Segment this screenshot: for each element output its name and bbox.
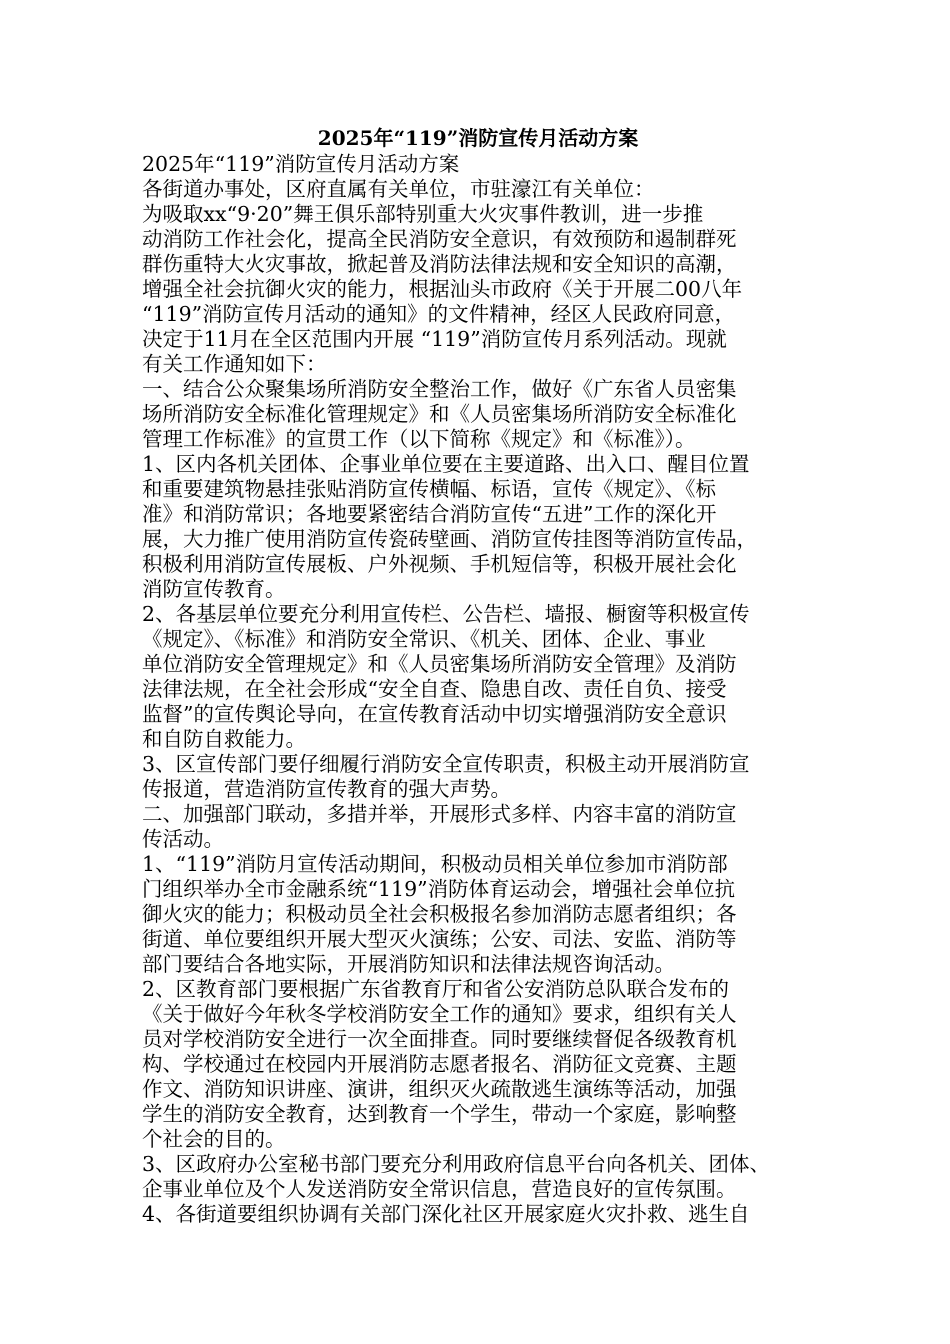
text-line: 展，大力推广使用消防宣传瓷砖壁画、消防宣传挂图等消防宣传品，: [142, 527, 757, 551]
document-body: [142, 152, 814, 1227]
text-line: 部门要结合各地实际，开展消防知识和法律法规咨询活动。: [142, 952, 675, 976]
text-line: 监督”的宣传舆论导向，在宣传教育活动中切实增强消防安全意识: [142, 702, 727, 726]
text-line: 《关于做好今年秋冬学校消防安全工作的通知》要求，组织有关人: [142, 1002, 737, 1026]
text-line: 4、各街道要组织协调有关部门深化社区开展家庭火灾扑救、逃生自: [142, 1202, 750, 1226]
text-line: 单位消防安全管理规定》和《人员密集场所消防安全管理》及消防: [142, 652, 737, 676]
text-line: 二、加强部门联动，多措并举，开展形式多样、内容丰富的消防宣: [142, 802, 737, 826]
text-line: 3、区政府办公室秘书部门要充分利用政府信息平台向各机关、团体、: [142, 1152, 771, 1176]
text-line: 场所消防安全标准化管理规定》和《人员密集场所消防安全标准化: [142, 402, 737, 426]
text-line: 动消防工作社会化，提高全民消防安全意识，有效预防和遏制群死: [142, 227, 737, 251]
text-line: 增强全社会抗御火灾的能力，根据汕头市政府《关于开展二00八年: [142, 277, 743, 301]
text-line: 学生的消防安全教育，达到教育一个学生，带动一个家庭，影响整: [142, 1102, 737, 1126]
text-line: 1、区内各机关团体、企事业单位要在主要道路、出入口、醒目位置: [142, 452, 750, 476]
text-line: 2、各基层单位要充分利用宣传栏、公告栏、墙报、橱窗等积极宣传: [142, 602, 750, 626]
text-line: 个社会的目的。: [142, 1127, 286, 1151]
text-line: 准》和消防常识；各地要紧密结合消防宣传“五进”工作的深化开: [142, 502, 717, 526]
document-page: [142, 124, 814, 1227]
text-line: 街道、单位要组织开展大型灭火演练；公安、司法、安监、消防等: [142, 927, 737, 951]
text-line: 各街道办事处，区府直属有关单位，市驻濠江有关单位：: [142, 177, 655, 201]
text-line: 作文、消防知识讲座、演讲，组织灭火疏散逃生演练等活动，加强: [142, 1077, 737, 1101]
text-line: 消防宣传教育。: [142, 577, 286, 601]
text-line: 和重要建筑物悬挂张贴消防宣传横幅、标语，宣传《规定》、《标: [142, 477, 716, 501]
text-line: 门组织举办全市金融系统“119”消防体育运动会，增强社会单位抗: [142, 877, 736, 901]
text-line: 和自防自救能力。: [142, 727, 306, 751]
text-line: 管理工作标准》的宣贯工作（以下简称《规定》和《标准》）。: [142, 427, 696, 451]
text-line: 2、区教育部门要根据广东省教育厅和省公安消防总队联合发布的: [142, 977, 730, 1001]
text-line: 御火灾的能力；积极动员全社会积极报名参加消防志愿者组织；各: [142, 902, 737, 926]
text-line: 员对学校消防安全进行一次全面排查。同时要继续督促各级教育机: [142, 1027, 737, 1051]
text-line: 构、学校通过在校园内开展消防志愿者报名、消防征文竞赛、主题: [142, 1052, 737, 1076]
text-line: 为吸取xx“9·20”舞王俱乐部特别重大火灾事件教训，进一步推: [142, 202, 704, 226]
text-line: 企事业单位及个人发送消防安全常识信息，营造良好的宣传氛围。: [142, 1177, 737, 1201]
text-line: 群伤重特大火灾事故，掀起普及消防法律法规和安全知识的高潮，: [142, 252, 737, 276]
text-line: “119”消防宣传月活动的通知》的文件精神，经区人民政府同意，: [142, 302, 736, 326]
text-line: 法律法规，在全社会形成“安全自查、隐患自改、责任自负、接受: [142, 677, 727, 701]
text-line: 《规定》、《标准》和消防安全常识、《机关、团体、企业、事业: [142, 627, 706, 651]
text-line: 传报道，营造消防宣传教育的强大声势。: [142, 777, 511, 801]
text-line: 积极利用消防宣传展板、户外视频、手机短信等，积极开展社会化: [142, 552, 737, 576]
document-title: 2025年“119”消防宣传月活动方案: [317, 126, 639, 150]
text-line: 有关工作通知如下：: [142, 352, 327, 376]
text-line: 传活动。: [142, 827, 224, 851]
text-line: 3、区宣传部门要仔细履行消防安全宣传职责，积极主动开展消防宣: [142, 752, 750, 776]
text-line: 决定于11月在全区范围内开展 “119”消防宣传月系列活动。现就: [142, 327, 727, 351]
text-line: 一、结合公众聚集场所消防安全整治工作，做好《广东省人员密集: [142, 377, 737, 401]
text-line: 1、“119”消防月宣传活动期间，积极动员相关单位参加市消防部: [142, 852, 728, 876]
text-line: 2025年“119”消防宣传月活动方案: [142, 152, 460, 176]
